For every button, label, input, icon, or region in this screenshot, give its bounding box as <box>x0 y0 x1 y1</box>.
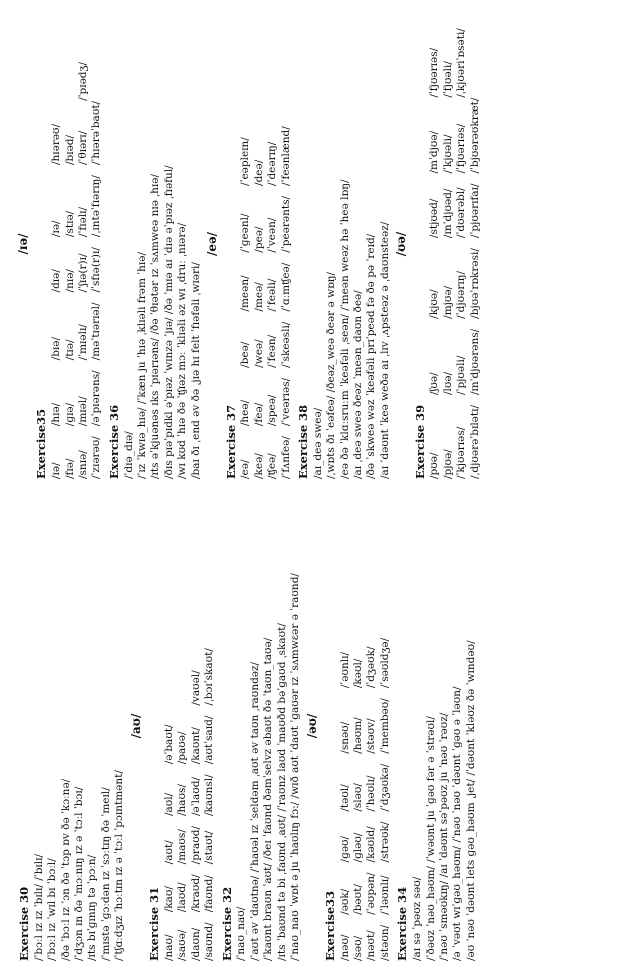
word-cell: /snəʊ/ <box>338 721 351 754</box>
word-cell: /maʊs/ <box>176 829 189 865</box>
word-cell: /weə/ <box>252 339 265 368</box>
exercise-35 <box>34 9 103 479</box>
grid-row <box>50 62 63 479</box>
word-cell: /ˈpɪədʒ/ <box>76 62 89 101</box>
word-cell: /ˈləʊnlɪ/ <box>378 875 391 915</box>
word-cell: /ˈskeəsli/ <box>279 321 292 368</box>
word-cell: /ˈdʊərəbl/ <box>455 187 468 239</box>
word-grid <box>239 126 293 479</box>
word-cell: /ˈəʊnlɪ/ <box>338 652 351 689</box>
word-cell: /kaʊnsl/ <box>203 774 216 817</box>
word-cell: /meə/ <box>252 282 265 312</box>
exercise-36 <box>107 9 203 479</box>
word-cell: /kəʊld/ <box>365 826 378 863</box>
grid-row <box>190 648 203 961</box>
word-cell: /ˈfʌnfeə/ <box>279 436 292 479</box>
word-cell: /aʊl/ <box>162 792 175 817</box>
word-cell: /heə/ <box>239 399 252 427</box>
exercise-line: /ˈnaʊ_naʊ/ <box>235 906 248 961</box>
word-cell: /ɪnˈdjʊərəns/ <box>468 328 481 395</box>
word-cell: /ɪə/ <box>50 220 63 238</box>
word-cell: /ˈdʒəʊkə/ <box>378 763 391 812</box>
word-cell: /ˈθɪərɪ/ <box>76 130 89 166</box>
word-cell: /lʊə/ <box>441 371 454 395</box>
exercise-line: /aɪ sə ˈpəʊz səʊ/ <box>411 876 424 961</box>
exercise-line: /ðə ˈskweə wəz ˈkeəfəli prɪˈpeəd fə ðə pə ˈreɪd/ <box>365 233 378 479</box>
grid-row <box>77 62 90 479</box>
word-cell: /ˈbjʊərəʊkræt/ <box>468 97 481 174</box>
word-cell: /laʊd/ <box>176 882 189 913</box>
word-cell: /strəʊk/ <box>378 821 391 863</box>
word-cell: /ʧeə/ <box>266 453 279 479</box>
exercise-37 <box>224 9 293 479</box>
grid-row <box>176 648 189 961</box>
word-cell: /beə/ <box>239 341 252 368</box>
exercise-line: /ˈdɪə_dɪə/ <box>122 431 135 479</box>
word-cell: /məˈtɪərɪəl/ <box>90 302 103 361</box>
exercise-38 <box>296 9 392 479</box>
word-cell: /mjʊə/ <box>441 285 454 319</box>
word-cell: /stəʊn/ <box>378 924 391 961</box>
word-cell: /ˈveərɪəs/ <box>279 377 292 427</box>
word-cell: /bɪə/ <box>50 336 63 361</box>
word-cell: /ˈfeən/ <box>266 334 279 368</box>
word-cell: /ˈpeərənts/ <box>279 195 292 253</box>
exercise-39 <box>413 9 482 479</box>
word-cell: /sləʊ/ <box>352 783 365 812</box>
word-cell: /ˈəʊpən/ <box>365 872 378 915</box>
word-cell: /keə/ <box>252 453 265 479</box>
word-cell: /daʊn/ <box>189 927 202 961</box>
exercise-33 <box>323 491 392 961</box>
word-cell: /ˈdjʊərɪŋ/ <box>455 271 468 319</box>
word-grid <box>428 28 482 479</box>
grid-row <box>253 126 266 479</box>
word-cell: /ɡləʊ/ <box>352 832 365 863</box>
grid-row <box>239 126 252 479</box>
exercise-line: /ˈðəʊz ˈnəʊ_həʊm/ /ˈwəʊnt ju ˈɡəʊ fər ə ˈstrəʊl/ <box>424 716 437 961</box>
exercise-32-title: Exercise 32 <box>219 886 234 961</box>
word-cell: /ˌbɔɪˈskaʊt/ <box>203 648 216 706</box>
word-cell: /əʊk/ <box>338 888 351 915</box>
word-cell: /ˈpjʊəli/ <box>455 355 468 395</box>
word-cell: /ɪə/ <box>50 462 63 479</box>
word-cell: /nɪə/ <box>63 269 76 293</box>
word-cell: /tɪə/ <box>63 339 76 361</box>
exercise-line: /ˈɪz ˈkwɪə_hɪə/ /ˈkæn ju ˈhɪə ˌklɪəli frəm ˈhɪə/ <box>135 252 148 479</box>
word-grid <box>50 62 104 479</box>
word-cell: /ʃʊə/ <box>428 372 441 395</box>
exercise-line: /ˈnaʊ_naʊ ˈwɒt ə ju ˈhaʊlɪŋ fɔ:/ /wɪð aʊt ˈdaʊt ˈɡaʊər ɪz ˈsʌmwɛər ə ˈraʊnd/ <box>289 573 302 961</box>
exercise-line: /ɪts bɪˈɡɪnɪŋ tə ˈpɔːn/ <box>86 854 99 961</box>
exercise-line: /ɪts əˈkjuənəs ɪks ˈpɪərɪəns/ /ðə ˈθɪətər ɪz ˈsʌmweə nɪə ˌhɪə/ <box>149 173 162 479</box>
grid-row <box>339 638 352 961</box>
section-heading-ea: /eə/ <box>205 231 220 257</box>
word-cell: /həʊm/ <box>352 717 365 754</box>
word-cell: /bəʊt/ <box>352 884 365 915</box>
word-cell: /aʊtˈsaɪd/ <box>203 715 216 765</box>
word-cell: /ˈkjʊərɪəs/ <box>455 426 468 479</box>
exercise-line: /ˈaʊt əv ˈdaʊtnə/ /ˈhaʊəl ɪz ˈseldəm ˌaʊt əv taʊn ˌraʊndəz/ <box>248 661 261 961</box>
word-cell: /nəʊ/ <box>338 934 351 961</box>
grid-row <box>90 62 103 479</box>
exercise-line: /ə ˈvəʊt wɪˈɡəʊ_həʊm/ /ˈnəʊ ˈnəʊ ˈdəʊnt ˈɡəʊ ə ˈləʊn/ <box>451 686 464 961</box>
word-cell: /ˌdjʊərəˈbɪlətɪ/ <box>468 404 481 479</box>
word-cell: /meən/ <box>239 275 252 312</box>
word-cell: /naʊ/ <box>162 934 175 961</box>
word-cell: /saʊnd/ <box>203 922 216 961</box>
exercise-38-title: Exercise 38 <box>296 404 310 479</box>
word-cell: /kaʊ/ <box>162 886 175 913</box>
exercise-32 <box>220 491 303 961</box>
word-cell: /pʊə/ <box>428 452 441 479</box>
exercise-line: /eə ðə ˈklɑːsruːm ˈkeəfəli ˌseən/ /ˈmeən weəz hə ˈheə lɒŋ/ <box>338 179 351 479</box>
word-cell: /haʊs/ <box>176 784 189 817</box>
word-cell: /fɪə/ <box>63 458 76 479</box>
word-cell: /stəʊv/ <box>365 718 378 754</box>
grid-row <box>379 638 392 961</box>
word-cell: /ˈhəʊlɪ/ <box>365 775 378 812</box>
exercise-37-title: Exercise 37 <box>223 404 238 479</box>
exercise-line: /ˈnəʊ ˈsməʊkɪŋ/ /aɪ ˈdəʊnt səˈpəʊz ju ˈnəʊ ˈrəʊz/ <box>437 712 450 961</box>
section-heading-ie: /ɪə/ <box>16 233 30 255</box>
exercise-line: /ˈmɪstə ˈɡɔːdən ɪz ˈsɔːtɪŋ ðə ˈmeɪl/ <box>99 787 112 961</box>
word-cell: /nəʊt/ <box>365 930 378 961</box>
word-cell: /ˈdʒəʊk/ <box>365 646 378 689</box>
grid-row <box>442 28 455 479</box>
word-cell: /bjʊəˈrɒkrəsi/ <box>468 248 481 319</box>
exercise-line: /ðɪs pɪəˈpɪdkl əˈpɪəz ˈwɪnzə ˈjɪə/ /ðə ˈmɪə aɪ ˈdɪə əˈpɪəz ˌfɪəful/ <box>162 165 175 479</box>
word-cell: /əˈpɪərəns/ <box>90 370 103 427</box>
word-grid <box>339 638 393 961</box>
exercise-line: /ˈkaʊnt braʊn ˈaʊt/ /ðeɪ ˈfaʊnd ðəmˈselvz əbaʊt ðə ˈtaʊn_taʊə/ <box>262 637 275 961</box>
exercise-line: /ˈtʃɑːdʒɪz ˈhɔːtɪn ɪz ə ˈtɔːl ˈpɔɪntmənt/ <box>113 770 126 961</box>
exercise-33-title: Exercise33 <box>322 890 337 961</box>
word-cell: /səʊ/ <box>352 935 365 961</box>
grid-row <box>365 638 378 961</box>
exercise-line: /əʊ ˈnəʊ ˈdəʊnt lets ɡəʊ_həʊm ˌjet/ /ˈdəʊnt ˈkləʊz ðə ˈwɪndəʊ/ <box>464 640 477 961</box>
exercise-31-title: Exercise 31 <box>147 886 162 961</box>
word-grid <box>163 648 217 961</box>
word-cell: /stɪə/ <box>63 210 76 238</box>
exercise-35-title: Exercise35 <box>34 408 49 479</box>
word-cell: /ˈfeəli/ <box>266 278 279 312</box>
word-cell: /saʊə/ <box>176 929 189 961</box>
grid-row <box>469 28 482 479</box>
word-cell: /mɪəl/ <box>76 396 89 427</box>
exercise-line: /ˌwɒts ðɪ ˈeəfeə/ /ðeəz_weə ðeər ə wɒŋ/ <box>325 271 338 479</box>
word-cell: /hɪə/ <box>50 402 63 427</box>
word-cell: /eə/ <box>239 459 252 479</box>
word-cell: /əˈbaʊt/ <box>162 724 175 765</box>
exercise-line: /ðə ˈbɔːl ɪz ˈɔn ðə ˈtɔp ɒv ðə ˈkɔːnə/ <box>59 778 72 961</box>
exercise-30-title: Exercise 30 <box>17 886 31 961</box>
word-cell: /ˈfjʊərɪəs/ <box>428 47 441 98</box>
grid-row <box>203 648 216 961</box>
word-cell: /mˈdjʊə/ <box>428 130 441 174</box>
word-cell: /deə/ <box>252 159 265 186</box>
word-cell: /ˈeəpleɪn/ <box>239 137 252 186</box>
word-cell: /ˈkjʊəli/ <box>441 134 454 174</box>
exercise-line: /aɪ_deə sweə/ <box>311 407 324 479</box>
word-cell: /paʊə/ <box>176 731 189 765</box>
exercise-34-title: Exercise 34 <box>395 886 410 961</box>
word-cell: /ˈmɪəlɪ/ <box>76 324 89 361</box>
word-cell: /kaʊnt/ <box>189 727 202 765</box>
word-cell: /ˈsəʊldʒə/ <box>378 637 391 689</box>
word-cell: /stjʊəd/ <box>428 198 441 239</box>
grid-row <box>266 126 279 479</box>
word-cell: /ɡəʊ/ <box>338 835 351 863</box>
word-cell: /pjʊə/ <box>441 449 454 479</box>
exercise-line: /ɪts ˈbaʊnd tə bi ˌfaʊnd ˌaʊt/ /ˈraʊnz laʊd ˈmaʊðd bəˈɡaʊd ˌskaʊt/ <box>275 623 288 961</box>
word-cell: /staʊt/ <box>203 830 216 865</box>
left-column <box>14 491 480 961</box>
word-cell: /peə/ <box>252 226 265 253</box>
word-cell: /ˈfjʊəli/ <box>441 61 454 98</box>
word-cell: /ɪnˈdjʊəd/ <box>441 188 454 239</box>
grid-row <box>352 638 365 961</box>
word-cell: /kjʊə/ <box>428 289 441 319</box>
word-cell: /praʊd/ <box>189 826 202 865</box>
word-cell: /ˈɑːmʧeə/ <box>279 262 292 312</box>
exercise-31 <box>147 491 216 961</box>
word-cell: /ˌkjʊəriˈɒsəti/ <box>455 28 468 98</box>
word-cell: /hɪərəʊ/ <box>50 123 63 166</box>
exercise-30 <box>17 491 127 961</box>
word-cell: /ˈzɪərəʊ/ <box>90 436 103 479</box>
word-cell: /ˈʃɪə(r)ɪ/ <box>76 253 89 293</box>
grid-row <box>64 62 77 479</box>
word-cell: /ˈfeənlænd/ <box>279 126 292 186</box>
word-cell: /kraʊd/ <box>189 874 202 913</box>
grid-row <box>455 28 468 479</box>
word-cell: /əˈlaʊd/ <box>189 776 202 817</box>
word-cell: /ˈdeərɪŋ/ <box>266 141 279 186</box>
word-cell: /ˈsfɪə(r)ɪ/ <box>90 247 103 293</box>
exercise-line: /baɪ ðɪ ˌend əv ðə ˌjɪə hɪ felt ˈfɪəfəli ˌwɪəri/ <box>189 262 202 479</box>
exercise-line: /wɪ kʊd ˈhɪə ðə ˈʧɪəz mɔː ˈklɪəli əz wɪ ˌdruː ˌnɪərə/ <box>176 222 189 479</box>
word-cell: /ˈfjʊərɪəs/ <box>455 123 468 174</box>
exercise-line: /aɪ ˈdəʊnt ˈkeə weðə aɪ ˌlɪv ˌʌpsteəz ə ˌdaʊnsteəz/ <box>378 221 391 479</box>
grid-row <box>280 126 293 479</box>
exercise-line: /ˈbɔːl ɪz ɪz ˈbɪlɪ/ /ˈbɪlɪ/ <box>32 853 45 961</box>
section-heading-ue: /ʊə/ <box>394 231 409 257</box>
word-cell: /ˈmembəʊ/ <box>378 698 391 754</box>
word-cell: /dɪə/ <box>50 269 63 293</box>
word-cell: /kəʊl/ <box>352 658 365 689</box>
word-cell: /ˈpjʊərɪfaɪ/ <box>468 183 481 239</box>
word-cell: /ˈveən/ <box>266 217 279 253</box>
word-cell: /ˈhɪərəˈbaʊt/ <box>90 100 103 166</box>
right-column <box>14 9 484 479</box>
grid-row <box>163 648 176 961</box>
word-cell: /speə/ <box>266 394 279 427</box>
word-cell: /snɪə/ <box>76 450 89 479</box>
word-cell: /ˈfɪəlɪ/ <box>76 206 89 238</box>
word-cell: /bɪəd/ <box>63 134 76 166</box>
word-cell: /ˈɡeənl/ <box>239 213 252 253</box>
word-cell: /ˌɪntəˈfɪərɪŋ/ <box>90 175 103 238</box>
section-heading-ou: /əʊ/ <box>304 713 319 739</box>
exercise-34 <box>395 491 478 961</box>
word-cell: /təʊl/ <box>338 784 351 812</box>
grid-row <box>428 28 441 479</box>
exercise-line: /ˈbɔːl ɪz ˈwɪl bɪ ˈbɔːl/ <box>46 858 59 961</box>
word-cell: /ɡɪə/ <box>63 402 76 427</box>
exercise-39-title: Exercise 39 <box>412 404 427 479</box>
word-cell: /feə/ <box>252 402 265 427</box>
word-cell: /aʊt/ <box>162 840 175 865</box>
exercise-line: /aɪ ˌdeə sweə ðeəz ˈmeən_daʊn ðeə/ <box>352 290 365 479</box>
word-cell: /vaʊəl/ <box>189 670 202 706</box>
exercise-line: /ˈdʒɔn ɪn ðə ˈmɔːnɪŋ ɪz ə ˈtɔːl ˈbɔɪ/ <box>73 786 86 961</box>
word-cell: /faʊnd/ <box>203 875 216 913</box>
section-heading-au: /aʊ/ <box>128 713 143 739</box>
exercise-36-title: Exercise 36 <box>106 404 121 479</box>
